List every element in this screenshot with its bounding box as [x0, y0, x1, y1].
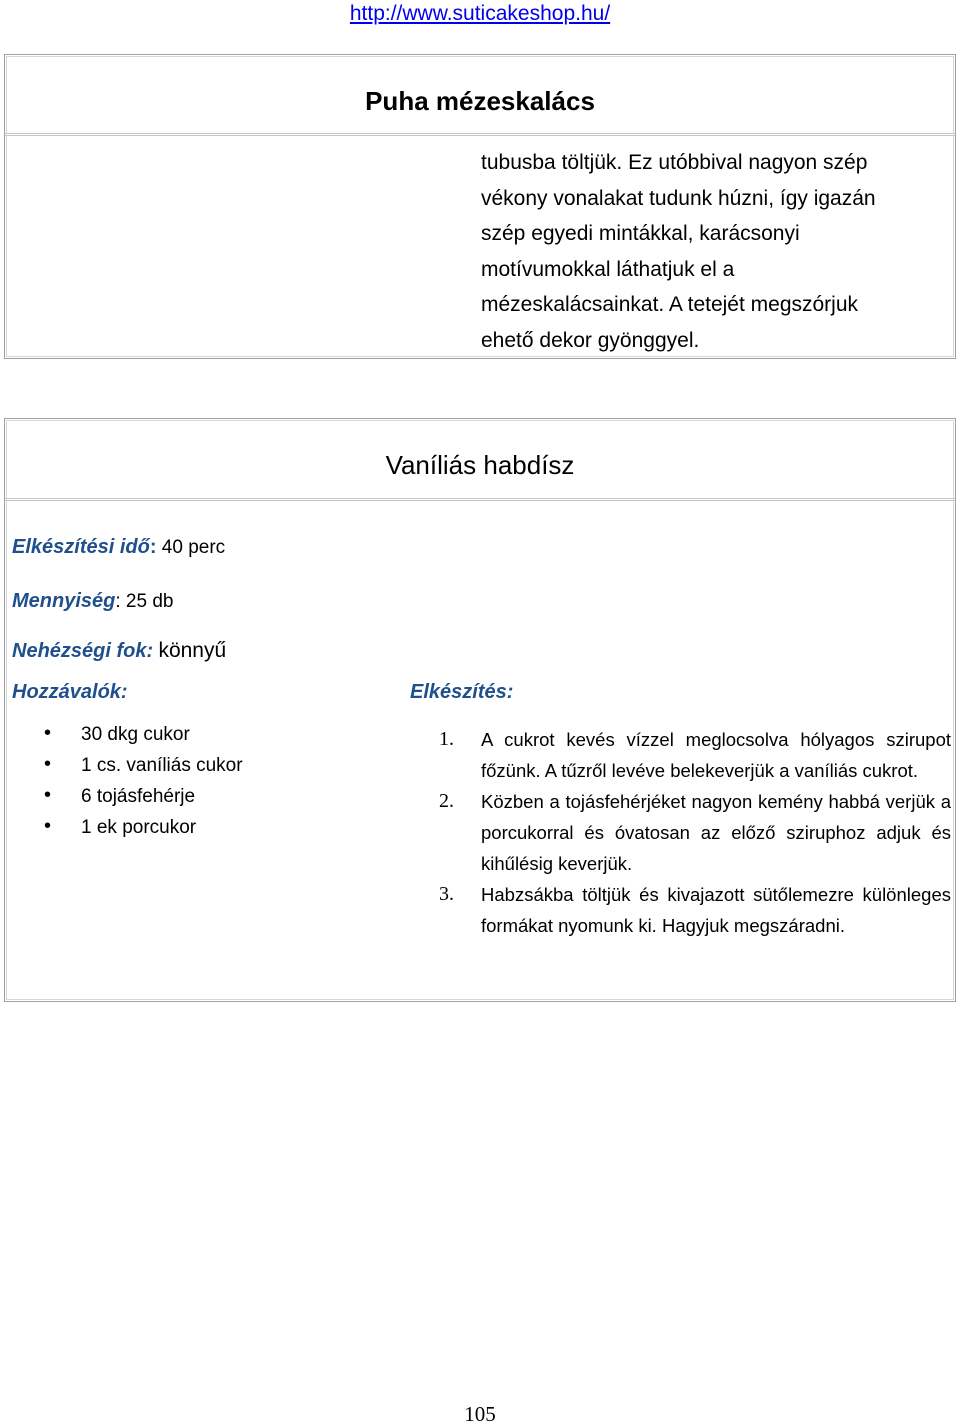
prep-time-label: Elkészítési idő: [12, 536, 150, 558]
quantity-value: 25 db: [125, 591, 174, 612]
step-text: Habzsákba töltjük és kivajazott sütőlemezre különleges formákat nyomunk ki. Hagyjuk megszáradni.: [481, 884, 951, 936]
page-number: 105: [464, 1402, 496, 1426]
method-heading: Elkészítés:: [410, 681, 514, 703]
method-step: [439, 724, 951, 786]
method-step: [439, 879, 951, 941]
prep-time-value: 40 perc: [161, 537, 226, 558]
quantity: Mennyiség: 25 db: [12, 590, 174, 612]
difficulty-value: könnyű: [158, 639, 227, 662]
text-line: vékony vonalakat tudunk húzni, így igazán: [481, 186, 876, 210]
recipe-box: [4, 418, 956, 1002]
text-line: tubusba töltjük. Ez utóbbival nagyon szép: [481, 151, 868, 174]
quantity-label: Mennyiség: [12, 590, 116, 612]
bullet-icon: •: [44, 815, 52, 837]
list-item: • 6 tojásfehérje: [44, 784, 196, 807]
bullet-icon: •: [44, 753, 52, 775]
recipe-continuation-box: [4, 54, 956, 359]
recipe-title: Puha mézeskalács: [5, 55, 955, 136]
step-number: 1.: [439, 728, 454, 750]
difficulty-label: Nehézségi fok:: [12, 640, 154, 662]
text-line: ehető dekor gyönggyel.: [481, 328, 700, 352]
list-item: • 30 dkg cukor: [44, 722, 190, 745]
step-text: A cukrot kevés vízzel meglocsolva hólyagos szirupot főzünk. A tűzről levéve belekeverjük a vaníliás cukrot.: [481, 729, 951, 781]
bullet-icon: •: [44, 784, 52, 806]
step-number: 3.: [439, 883, 454, 905]
website-link[interactable]: http://www.suticakeshop.hu/: [349, 2, 611, 25]
method-steps: [439, 724, 951, 941]
step-text: Közben a tojásfehérjéket nagyon kemény habbá verjük a porcukorral és óvatosan az előző sziruphoz adjuk és kihűlésig keverjük.: [481, 791, 951, 874]
bullet-icon: •: [44, 722, 52, 744]
text-line: mézeskalácsainkat. A tetejét megszórjuk: [481, 293, 859, 316]
prep-time: Elkészítési idő: 40 perc: [12, 536, 226, 558]
difficulty: [12, 639, 226, 663]
text-line: motívumokkal láthatjuk el a: [481, 257, 735, 281]
step-number: 2.: [439, 790, 454, 812]
list-item: • 1 cs. vaníliás cukor: [44, 753, 243, 776]
recipe-title: Vaníliás habdísz: [5, 419, 955, 501]
recipe-text: [481, 145, 951, 358]
ingredients-heading: Hozzávalók:: [12, 681, 128, 703]
text-line: szép egyedi mintákkal, karácsonyi: [481, 222, 800, 245]
method-step: [439, 786, 951, 879]
ingredients-list: [5, 724, 385, 848]
list-item: • 1 ek porcukor: [44, 815, 197, 838]
